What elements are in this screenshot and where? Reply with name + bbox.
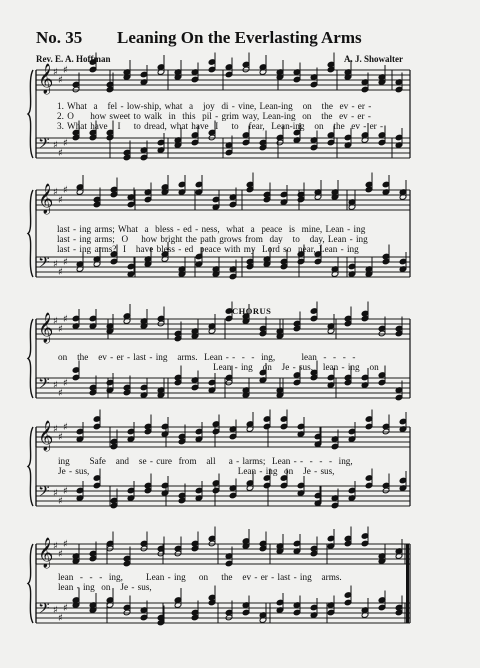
sharp-icon: ♯ [63, 138, 68, 149]
lyric-line: last - ing arms; O how bright the path grows from day to day, Lean - ing [57, 234, 368, 244]
bass-clef-icon: 𝄢 [38, 375, 50, 396]
sharp-icon: ♯ [63, 257, 68, 268]
sharp-icon: ♯ [63, 539, 68, 550]
sharp-icon: ♯ [58, 195, 63, 206]
treble-clef-icon: 𝄞 [38, 421, 54, 451]
sharp-icon: ♯ [63, 314, 68, 325]
sharp-icon: ♯ [53, 605, 58, 616]
sharp-icon: ♯ [58, 496, 63, 507]
sharp-icon: ♯ [63, 486, 68, 497]
lyric-line: Lean - ing on Je - sus, lean - ing on [58, 362, 379, 372]
sharp-icon: ♯ [53, 488, 58, 499]
sharp-icon: ♯ [58, 267, 63, 278]
system-brace [28, 319, 33, 398]
lyricist-credit: Rev. E. A. Hoffman [36, 54, 111, 64]
bass-clef-icon: 𝄢 [38, 135, 50, 156]
sharp-icon: ♯ [58, 324, 63, 335]
lyric-line: last - ing arms? I have bless - ed peace with my Lord so near, Lean - ing [57, 244, 359, 254]
sharp-icon: ♯ [63, 65, 68, 76]
treble-clef-icon: 𝄞 [38, 184, 54, 214]
sharp-icon: ♯ [58, 549, 63, 560]
sharp-icon: ♯ [53, 259, 58, 270]
bass-clef-icon: 𝄢 [38, 254, 50, 275]
sharp-icon: ♯ [63, 185, 68, 196]
sharp-icon: ♯ [63, 422, 68, 433]
sharp-icon: ♯ [53, 541, 58, 552]
bass-clef-icon: 𝄢 [38, 483, 50, 504]
lyric-line: Je - sus, Lean - ing on Je - sus, [58, 466, 335, 476]
sharp-icon: ♯ [58, 148, 63, 159]
bass-clef-icon: 𝄢 [38, 600, 50, 621]
sharp-icon: ♯ [63, 378, 68, 389]
sharp-icon: ♯ [53, 316, 58, 327]
sharp-icon: ♯ [53, 424, 58, 435]
system-brace [28, 70, 33, 158]
lyric-line: lean - - - ing, Lean - ing on the ev - er - last - ing arms. [58, 572, 342, 582]
hymn-title: Leaning On the Everlasting Arms [117, 28, 362, 47]
lyric-line: 1. What a fel - low-ship, what a joy di - vine, Lean-ing on the ev - er - [57, 101, 372, 111]
sharp-icon: ♯ [53, 187, 58, 198]
treble-clef-icon: 𝄞 [38, 313, 54, 343]
sharp-icon: ♯ [58, 75, 63, 86]
sharp-icon: ♯ [53, 140, 58, 151]
lyric-line: ing Safe and se - cure from all a - larms; Lean - - - - - ing, [58, 456, 353, 466]
hymn-number: No. 35 [36, 28, 83, 47]
system-brace [28, 190, 33, 277]
lyric-line: lean - ing on Je - sus, [58, 582, 152, 592]
lyric-line: on the ev - er - last - ing arms. Lean - - - - ing, lean - - - - [58, 352, 356, 362]
treble-clef-icon: 𝄞 [38, 64, 54, 94]
system-brace [28, 427, 33, 506]
lyric-line: last - ing arms; What a bless - ed - ness, what a peace is mine, Lean - ing [57, 224, 366, 234]
sharp-icon: ♯ [53, 67, 58, 78]
composer-credit: A. J. Showalter [344, 54, 403, 64]
sharp-icon: ♯ [58, 432, 63, 443]
final-barline [406, 544, 409, 623]
sharp-icon: ♯ [58, 613, 63, 624]
chorus-label: CHORUS [232, 306, 272, 316]
lyric-line: 3. What have I to dread, what have I to fear, Lean-ing on the ev - er - [57, 121, 384, 131]
system-brace [28, 544, 33, 623]
sharp-icon: ♯ [63, 603, 68, 614]
sharp-icon: ♯ [53, 380, 58, 391]
treble-clef-icon: 𝄞 [38, 538, 54, 568]
sharp-icon: ♯ [58, 388, 63, 399]
lyric-line: 2. O how sweet to walk in this pil - grim way, Lean-ing on the ev - er - [57, 111, 371, 121]
